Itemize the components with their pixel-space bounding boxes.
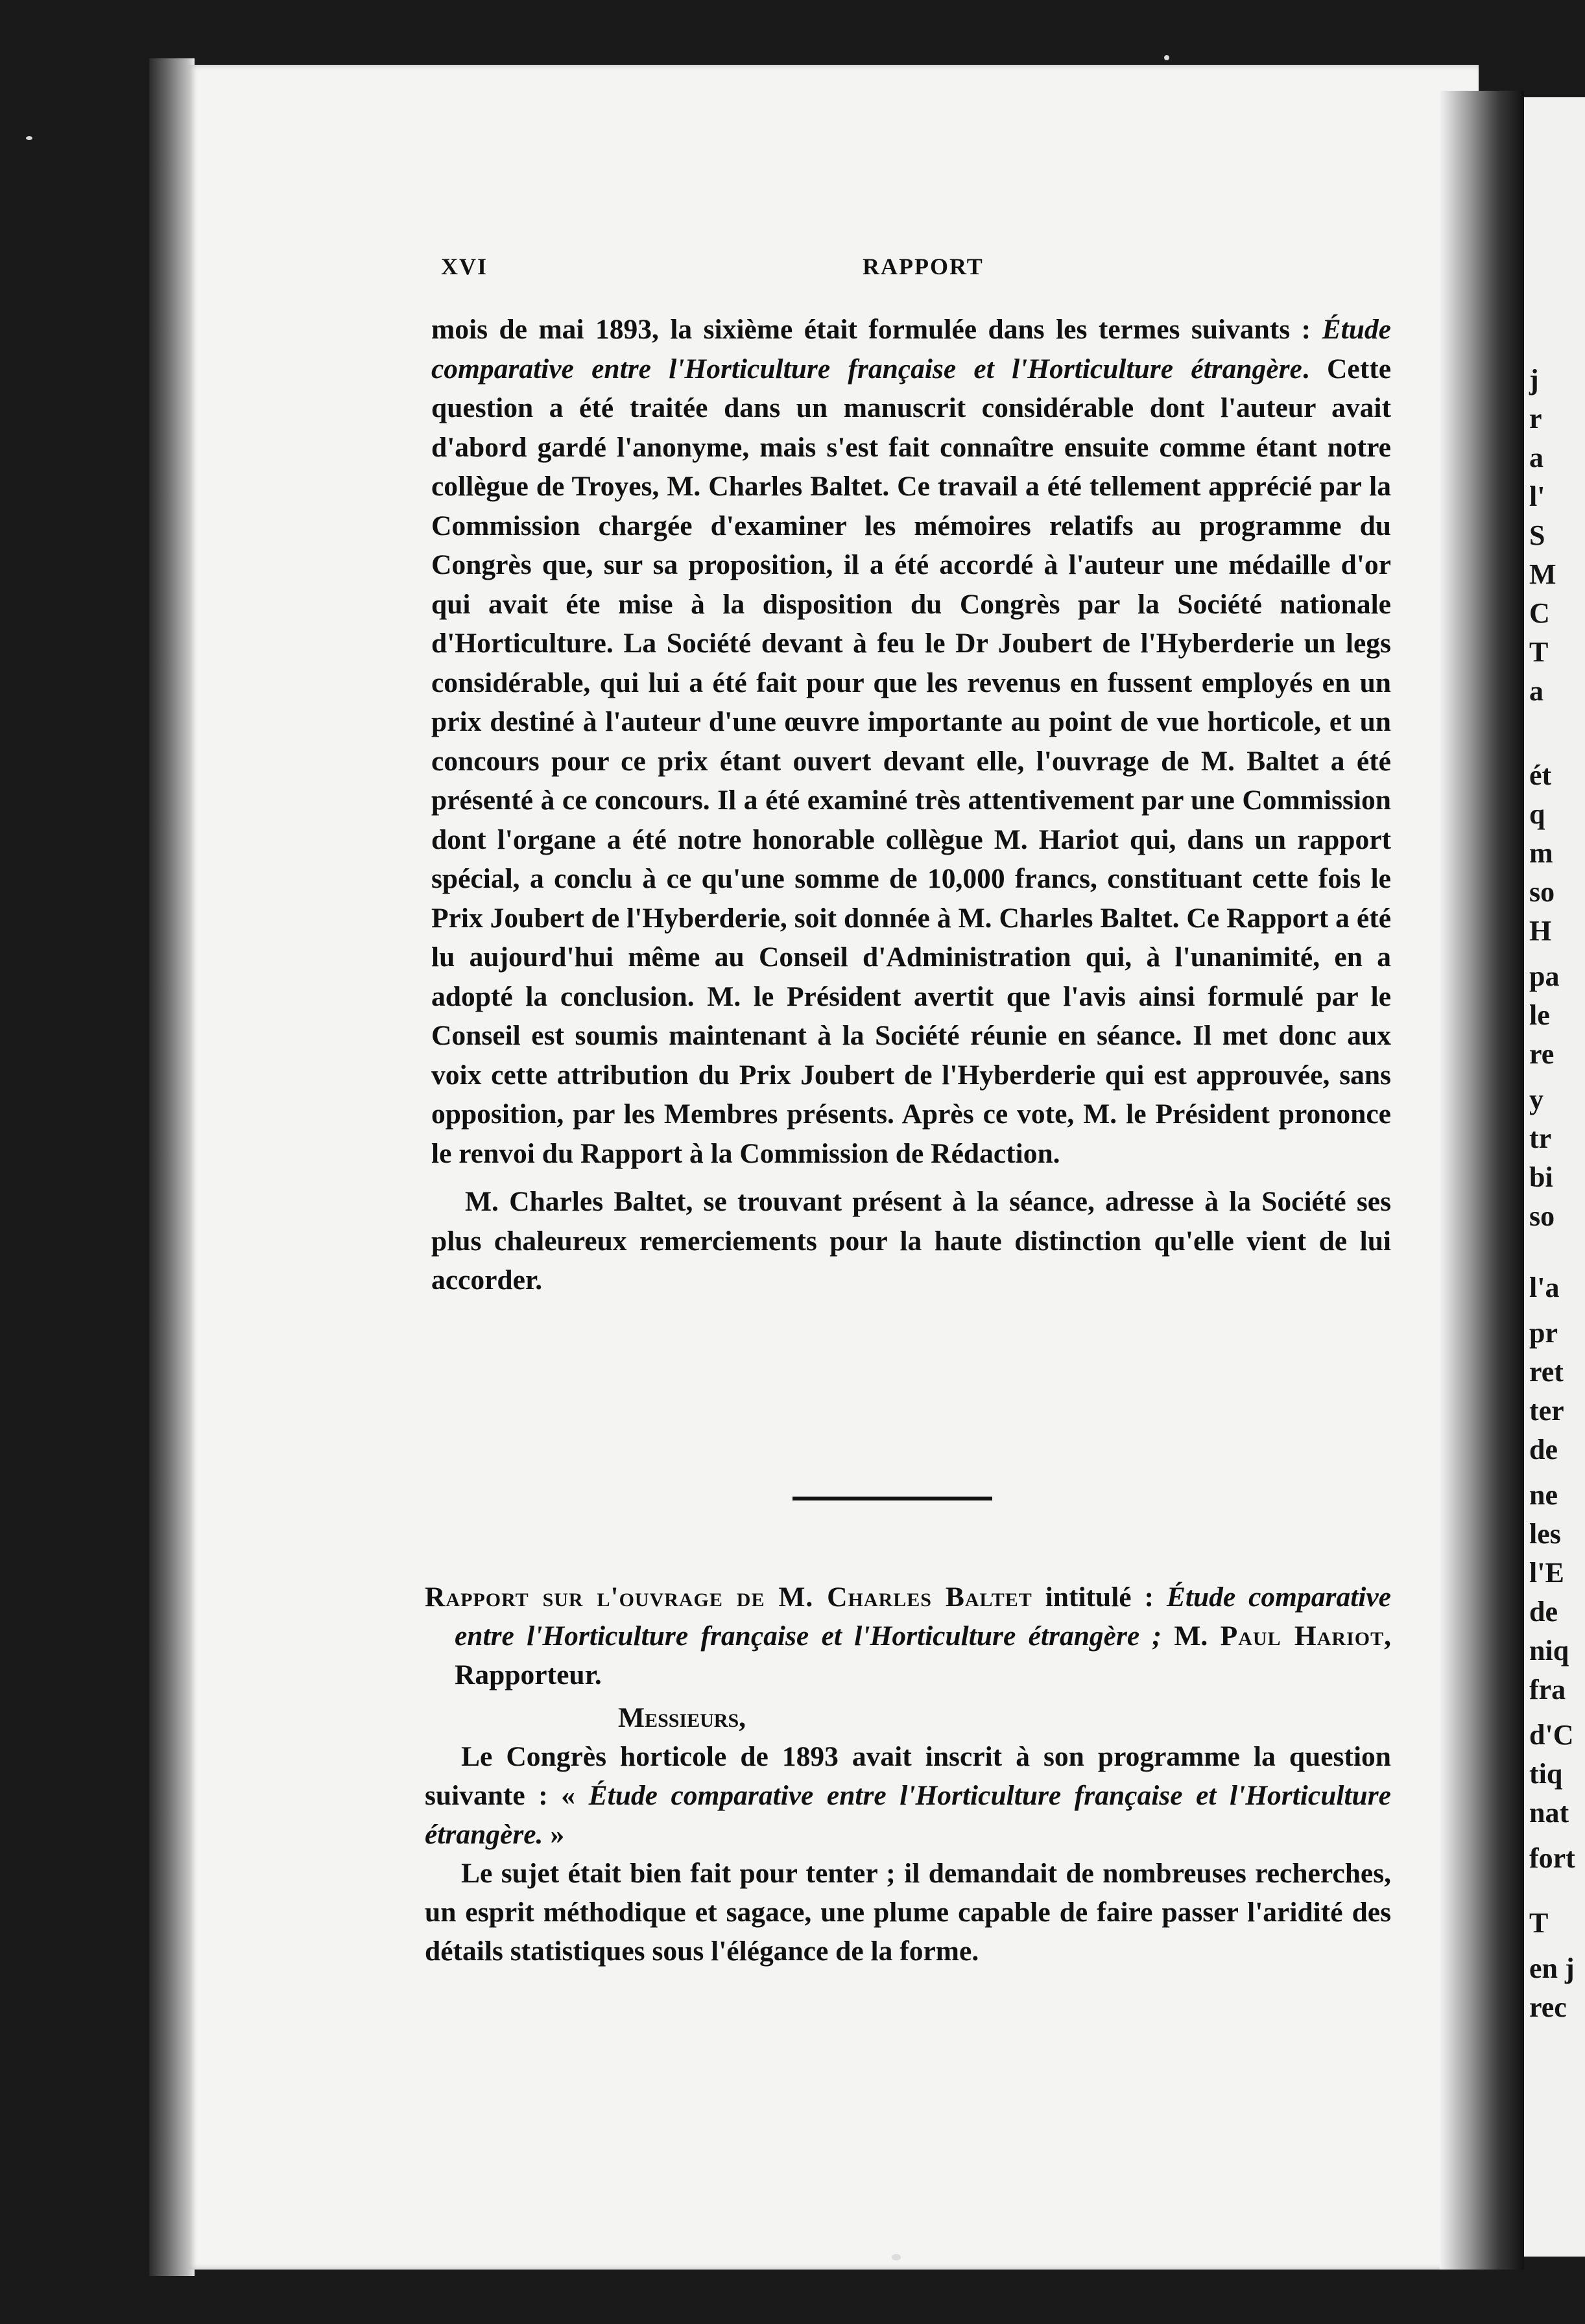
adjacent-page-fragment: l' (1529, 480, 1545, 512)
adjacent-page-fragment: q (1529, 798, 1545, 830)
text-run: » (543, 1819, 565, 1850)
adjacent-page-fragment: pr (1529, 1317, 1558, 1349)
adjacent-page-fragment: S (1529, 519, 1545, 551)
adjacent-page-fragment: j (1529, 364, 1539, 396)
adjacent-page-fragment: T (1529, 636, 1549, 668)
adjacent-page-edge (1524, 97, 1585, 2257)
italic-title-run: Étude comparative entre l'Horticulture française et l'Horticulture étrangère (431, 314, 1391, 385)
heading-text: M. (1162, 1620, 1221, 1652)
text-run: . Cette question a été traitée dans un manuscrit considérable dont l'auteur avait d'abord gardé l'anonyme, mais s'est fait connaître ensuite comme étant notre collègue de Troyes, M. Charles Baltet. Ce travail a été tellement apprécié par la Commission chargée d'examiner les mémoires relatifs au programme du Congrès que, sur sa proposition, il a été accordé à l'auteur une médaille d'or qui avait éte mise à la disposition du Congrès par la Société nationale d'Horticulture. La Société devant à feu le Dr Joubert de l'Hyberderie un legs considérable, qui lui a été fait pour que les revenus en fussent employés en un prix destiné à l'auteur d'une œuvre importante au point de vue horticole, et un concours pour ce prix étant ouvert devant elle, l'ouvrage de M. Baltet a été présenté à ce concours. Il a été examiné très attentivement par une Commission dont l'organe a été notre honorable collègue M. Hariot qui, dans un rapport spécial, a conclu à ce qu'une somme de 10,000 francs, constituant cette fois le Prix Joubert de l'Hyberderie, soit donnée à M. Charles Baltet. Ce Rapport a été lu aujourd'hui même au Conseil d'Administration qui, à l'unanimité, en a adopté la conclusion. M. le Président avertit que l'avis ainsi formulé par le Conseil est soumis maintenant à la Société réunie en séance. Il met donc aux voix cette attribution du Prix Joubert de l'Hyberderie qui est approuvée, sans opposition, par les Membres présents. Après ce vote, M. le Président prononce le renvoi du Rapport à la Commission de Rédaction. (431, 353, 1391, 1169)
heading-smallcaps: Rapport sur l'ouvrage de M. Charles Baltet (425, 1582, 1032, 1613)
report-section (425, 1578, 1391, 1971)
adjacent-page-fragment: ter (1529, 1395, 1564, 1427)
scan-speck (26, 136, 32, 140)
adjacent-page-fragment: ret (1529, 1356, 1564, 1388)
scan-speck (892, 2254, 901, 2260)
report-heading (425, 1578, 1391, 1694)
adjacent-page-fragment: T (1529, 1907, 1549, 1939)
adjacent-page-fragment: rec (1529, 1991, 1567, 2023)
adjacent-page-fragment: les (1529, 1518, 1561, 1550)
heading-text: intitulé : (1032, 1582, 1167, 1613)
report-paragraph-2: Le sujet était bien fait pour tenter ; il demandait de nombreuses recherches, un esprit méthodique et sagace, une plume capable de faire passer l'aridité des détails statistiques sous l'élégance de la forme. (425, 1858, 1391, 1967)
adjacent-page-fragment: so (1529, 1200, 1555, 1232)
italic-question: Étude comparative entre l'Horticulture française et l'Horticulture étrangère. (425, 1780, 1391, 1850)
heading-italic-title: Étude comparative entre l'Horticulture française et l'Horticulture étrangère ; (455, 1582, 1391, 1652)
adjacent-page-fragment: le (1529, 999, 1550, 1031)
adjacent-page-fragment: ét (1529, 759, 1552, 791)
adjacent-page-fragment: fra (1529, 1674, 1566, 1705)
text-run: mois de mai 1893, la sixième était formulée dans les termes suivants : (431, 314, 1322, 345)
adjacent-page-fragment: y (1529, 1084, 1543, 1115)
adjacent-page-fragment: pa (1529, 960, 1560, 992)
scan-speck (1164, 55, 1169, 60)
gutter-shadow (1440, 91, 1524, 2270)
adjacent-page-fragment: re (1529, 1038, 1555, 1070)
adjacent-page-fragment: bi (1529, 1161, 1553, 1193)
adjacent-page-fragment: l'E (1529, 1557, 1564, 1589)
adjacent-page-fragment: tr (1529, 1122, 1552, 1154)
section-divider (792, 1497, 992, 1500)
adjacent-page-fragment: de (1529, 1596, 1558, 1628)
paragraph-thanks: M. Charles Baltet, se trouvant présent à la séance, adresse à la Société ses plus chaleureux remerciements pour la haute distinction qu'elle vient de lui accorder. (431, 1186, 1391, 1296)
main-text-block (431, 310, 1391, 1300)
adjacent-page-fragment: so (1529, 876, 1555, 908)
adjacent-page-fragment: niq (1529, 1635, 1569, 1666)
adjacent-page-fragment: fort (1529, 1842, 1575, 1874)
running-title: RAPPORT (863, 254, 984, 279)
reporter-name: Paul Hariot (1220, 1620, 1385, 1652)
heading-text: , Rapporteur. (455, 1620, 1391, 1690)
adjacent-page-fragment: ne (1529, 1479, 1558, 1511)
adjacent-page-fragment: en j (1529, 1952, 1575, 1984)
adjacent-page-fragment: a (1529, 442, 1543, 473)
adjacent-page-fragment: de (1529, 1434, 1558, 1465)
adjacent-page-fragment: C (1529, 597, 1550, 629)
adjacent-page-fragment: r (1529, 403, 1542, 434)
salutation: Messieurs, (618, 1702, 746, 1733)
adjacent-page-fragment: l'a (1529, 1272, 1560, 1303)
adjacent-page-fragment: m (1529, 837, 1553, 869)
adjacent-page-fragment: nat (1529, 1797, 1569, 1829)
page-folio: XVI (441, 254, 488, 279)
adjacent-page-fragment: d'C (1529, 1719, 1574, 1751)
text-run: Le Congrès horticole de 1893 avait inscrit à son programme la question suivante : « (425, 1741, 1391, 1811)
adjacent-page-fragment: tiq (1529, 1758, 1563, 1790)
adjacent-page-fragment: M (1529, 558, 1556, 590)
paragraph-minutes (431, 310, 1391, 1173)
adjacent-page-fragment: H (1529, 915, 1552, 947)
report-paragraph-1 (425, 1737, 1391, 1854)
adjacent-page-fragment: a (1529, 675, 1543, 707)
